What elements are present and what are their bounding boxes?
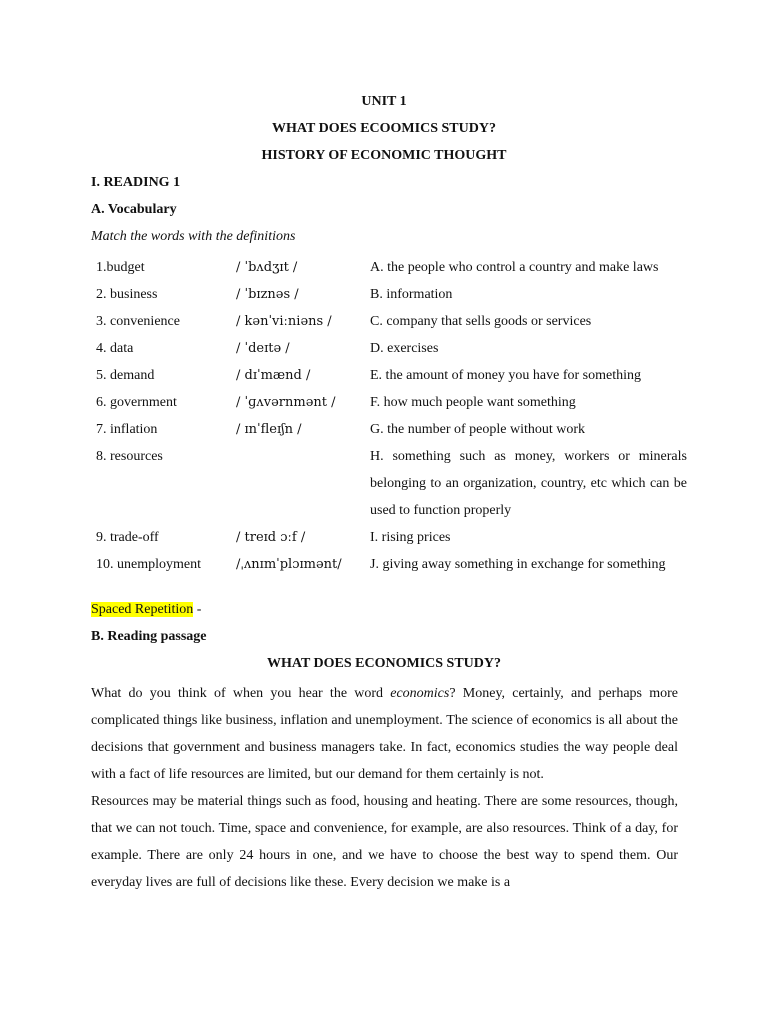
section-vocabulary-heading: A. Vocabulary	[91, 202, 177, 217]
unit-heading: UNIT 1	[361, 94, 407, 109]
unit-title: WHAT DOES ECOOMICS STUDY?	[272, 121, 496, 136]
vocab-definition: C. company that sells goods or services	[370, 314, 592, 329]
vocab-definition: A. the people who control a country and make laws	[370, 260, 659, 275]
paragraph-text: What do you think of when you hear the word	[91, 686, 391, 701]
vocab-phonetic: / dɪˈmænd /	[236, 368, 311, 383]
vocab-word: 6. government	[96, 395, 177, 410]
vocab-phonetic: / ˈdeɪtə /	[236, 341, 290, 356]
vocab-definition: G. the number of people without work	[370, 422, 586, 437]
vocab-definition: E. the amount of money you have for something	[370, 368, 641, 383]
vocab-phonetic: / ˈbɪznəs /	[236, 287, 299, 302]
vocab-word: 4. data	[96, 341, 134, 356]
vocab-definition: I. rising prices	[370, 530, 451, 545]
spaced-repetition-highlight: Spaced Repetition	[91, 602, 194, 617]
vocab-definition: H. something such as money, workers or minerals belonging to an organization, country, etc which can be used to function properly	[370, 449, 687, 518]
paragraph-text: ? Money, certainly, and perhaps more complicated things like business, inflation and unemployment. The science of economics is all about the decisions that government and business managers take. In fact, economics studies the way people deal with a fact of life resources are limited, but our demand for them certainly is not.	[91, 686, 678, 782]
vocab-word: 3. convenience	[96, 314, 180, 329]
reading-passage	[91, 680, 678, 896]
vocab-word: 1.budget	[96, 260, 145, 275]
vocab-word: 8. resources	[96, 449, 163, 464]
vocab-definition: F. how much people want something	[370, 395, 576, 410]
vocab-phonetic: / ˈbʌdʒɪt /	[236, 260, 298, 275]
vocabulary-table	[0, 254, 768, 594]
passage-title: WHAT DOES ECONOMICS STUDY?	[266, 656, 502, 671]
passage-paragraph	[91, 680, 678, 788]
vocab-phonetic: / ˈɡʌvərnmənt /	[236, 395, 336, 410]
vocab-word: 7. inflation	[96, 422, 158, 437]
vocab-phonetic: / treɪd ɔːf /	[236, 530, 306, 545]
vocabulary-instruction: Match the words with the definitions	[91, 229, 296, 244]
section-reading-heading: I. READING 1	[91, 175, 181, 190]
passage-paragraph: Resources may be material things such as food, housing and heating. There are some resources, though, that we can not touch. Time, space and convenience, for example, are also resources. Think of a day, for example. There are only 24 hours in one, and we have to choose the best way to spend them. Our everyday lives are full of decisions like these. Every decision we make is a	[91, 794, 678, 890]
vocab-phonetic: / kənˈviːniəns /	[236, 314, 332, 329]
vocab-word: 5. demand	[96, 368, 155, 383]
unit-subtitle: HISTORY OF ECONOMIC THOUGHT	[261, 148, 507, 163]
paragraph-emphasis: economics	[390, 686, 450, 701]
vocab-word: 2. business	[96, 287, 158, 302]
section-passage-heading: B. Reading passage	[91, 629, 207, 644]
vocab-definition: D. exercises	[370, 341, 439, 356]
vocab-phonetic: /ˌʌnɪmˈplɔɪmənt/	[236, 557, 342, 572]
spaced-repetition-suffix: -	[193, 602, 202, 617]
vocab-word: 9. trade-off	[96, 530, 159, 545]
vocab-word: 10. unemployment	[96, 557, 201, 572]
vocab-definition: J. giving away something in exchange for something	[370, 557, 666, 572]
vocab-definition: B. information	[370, 287, 453, 302]
spaced-repetition-line	[91, 601, 201, 619]
vocab-phonetic: / ɪnˈfleɪʃn /	[236, 422, 302, 437]
